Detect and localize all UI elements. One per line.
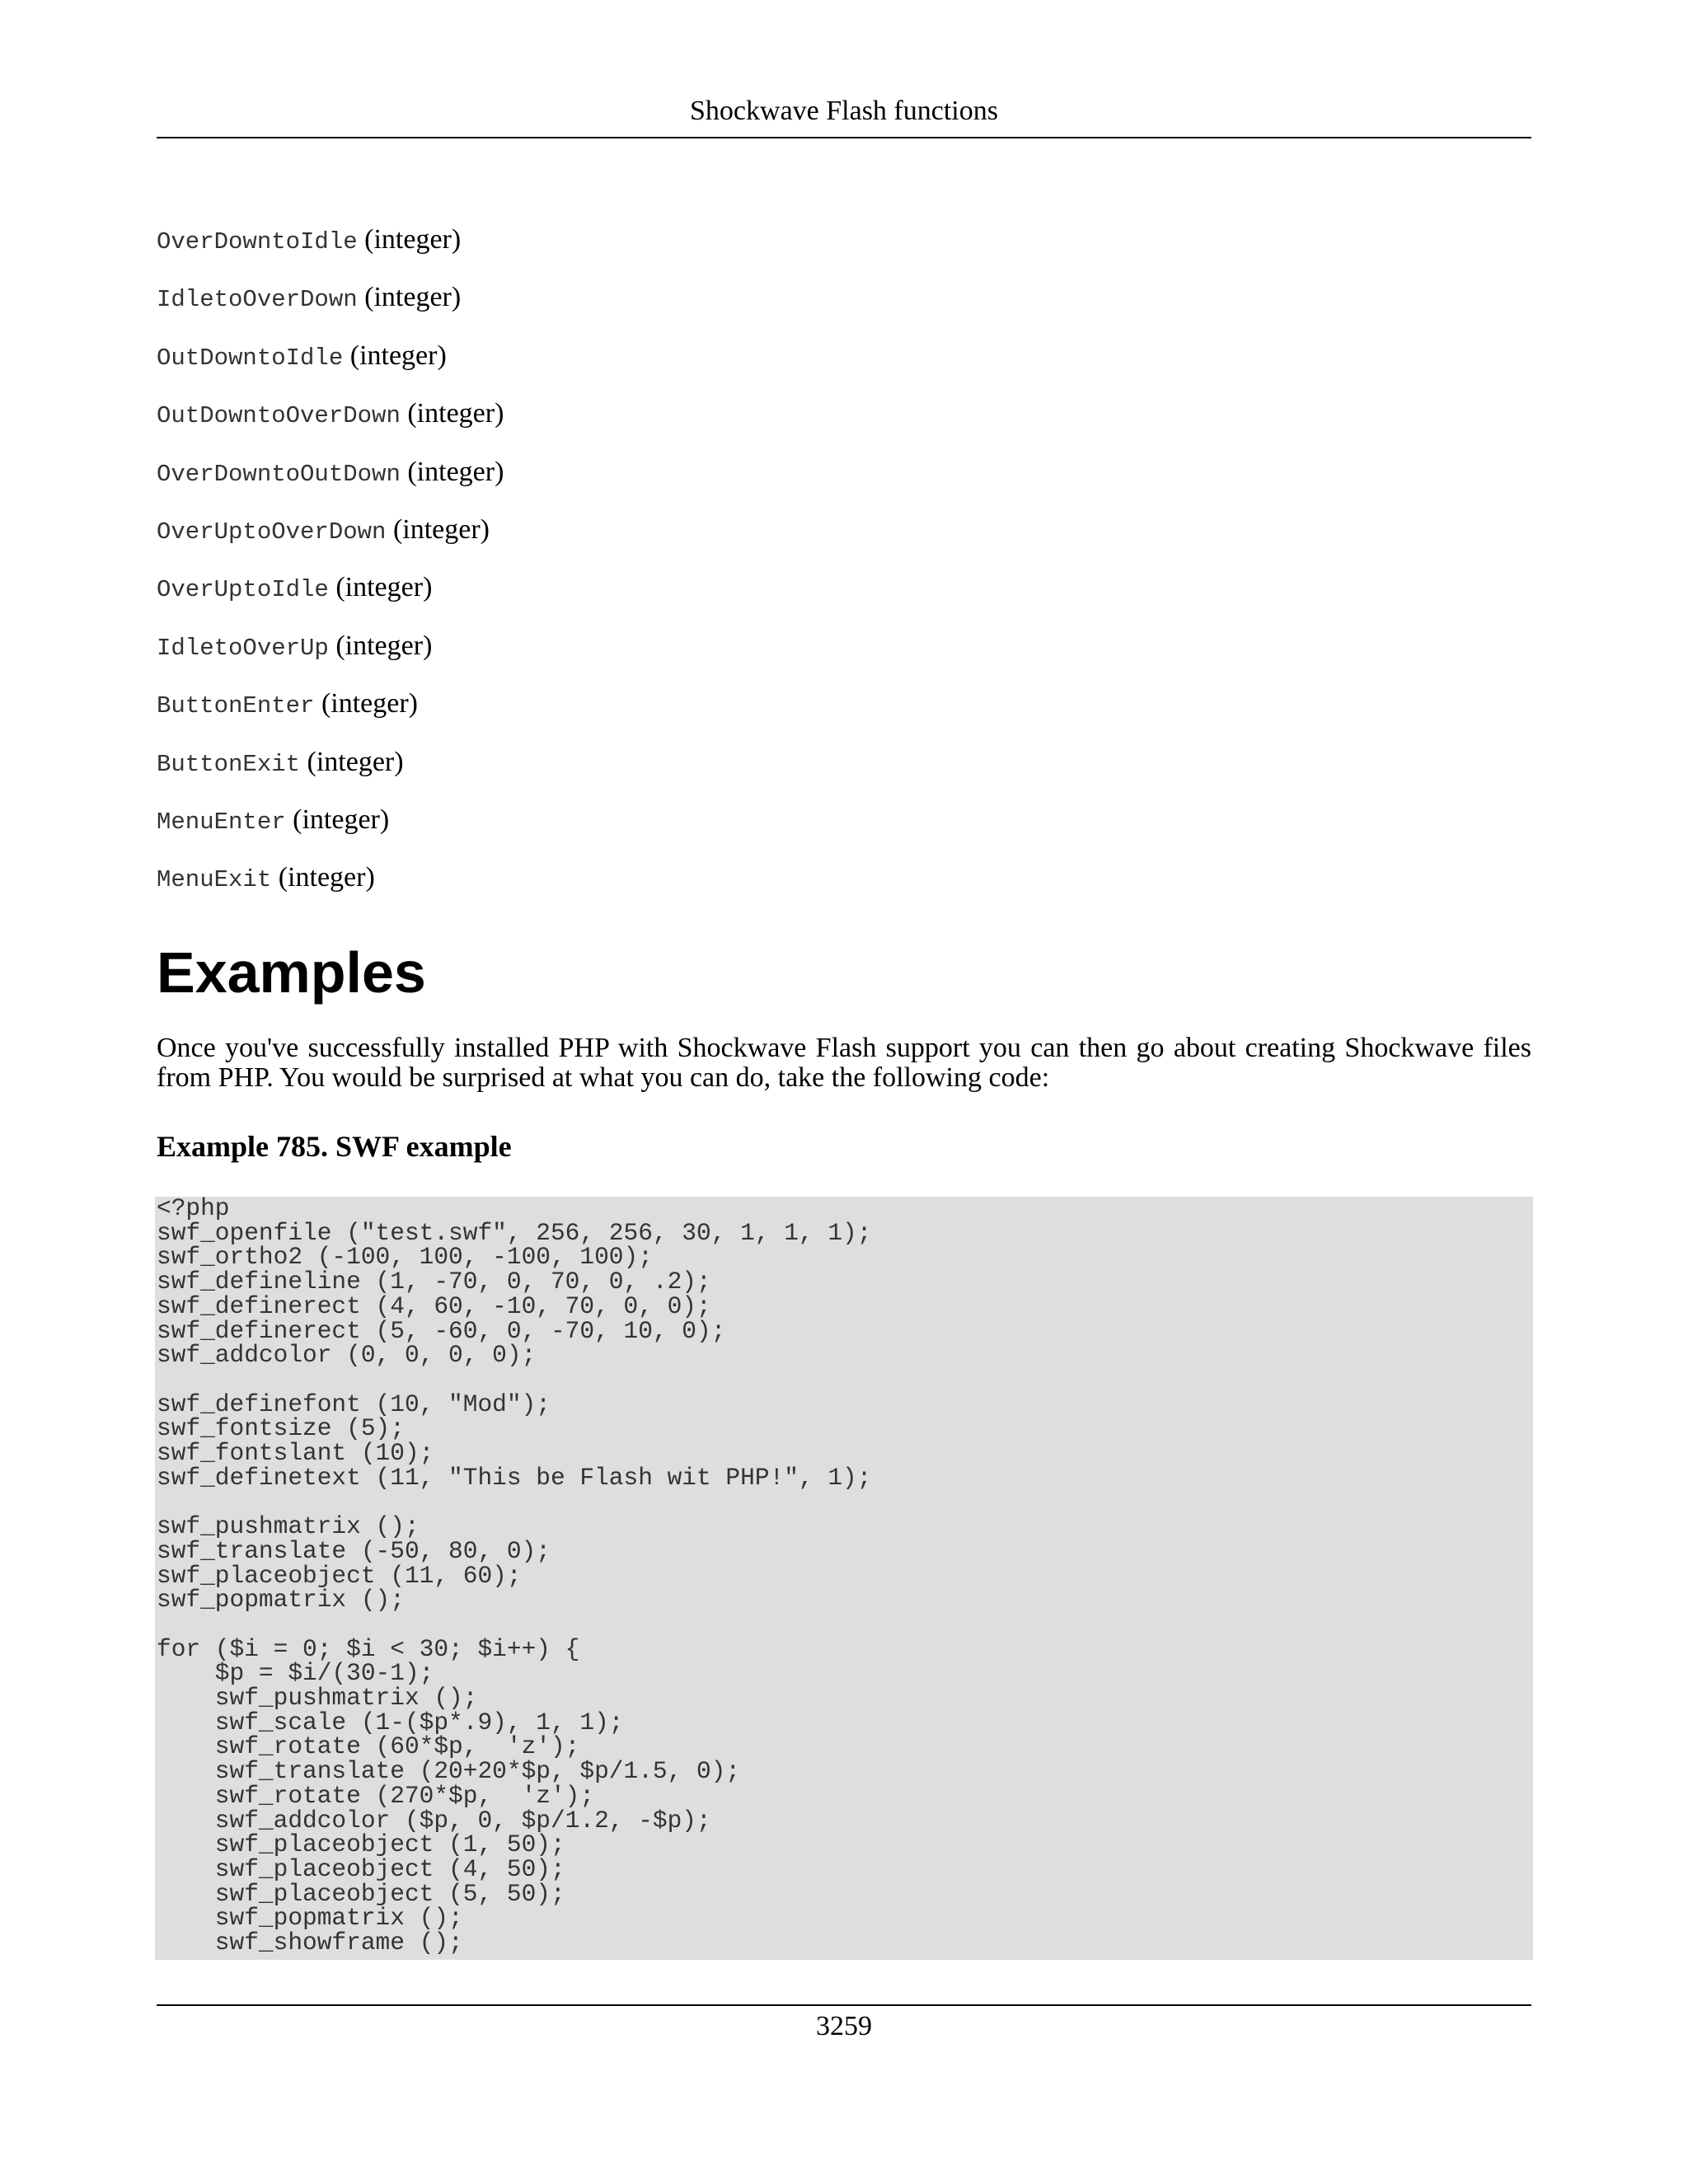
- property-type: (integer): [293, 804, 390, 835]
- intro-paragraph: Once you've successfully installed PHP with Shockwave Flash support you can then go about creating Shockwave files from PHP. You would be surprised at what you can do, take the following code:: [157, 1033, 1531, 1093]
- property-name: OverDowntoOutDown: [157, 460, 401, 488]
- property-type: (integer): [349, 340, 447, 371]
- list-item: [157, 859, 1531, 916]
- footer-rule: [157, 2004, 1531, 2006]
- list-item: [157, 221, 1531, 279]
- property-type: (integer): [392, 513, 490, 545]
- property-type: (integer): [335, 572, 433, 603]
- property-type: (integer): [321, 688, 418, 719]
- property-type: (integer): [364, 224, 462, 255]
- list-item: [157, 627, 1531, 685]
- list-item: [157, 279, 1531, 336]
- property-name: IdletoOverDown: [157, 286, 358, 314]
- property-type: (integer): [407, 398, 504, 429]
- property-name: OverDowntoIdle: [157, 228, 358, 255]
- property-list: [157, 221, 1531, 917]
- property-type: (integer): [364, 282, 462, 313]
- page-header-title: Shockwave Flash functions: [690, 96, 998, 126]
- code-block: <?php swf_openfile ("test.swf", 256, 256, 30, 1, 1, 1); swf_ortho2 (-100, 100, -100, 100); swf_defineline (1, -70, 0, 70, 0, .2); swf_definerect (4, 60, -10, 70, 0, 0); swf_definerect (5, -60, 0, -70, 10, 0); swf_addcolor (0, 0, 0, 0); swf_definefont (10, "Mod"); swf_fontsize (5); swf_fontslant (10); swf_definetext (11, "This be Flash wit PHP!", 1); swf_pushmatrix (); swf_translate (-50, 80, 0); swf_placeobject (11, 60); swf_popmatrix (); for ($i = 0; $i < 30; $i++) { $p = $i/(30-1); swf_pushmatrix (); swf_scale (1-($p*.9), 1, 1); swf_rotate (60*$p, 'z'); swf_translate (20+20*$p, $p/1.5, 0); swf_rotate (270*$p, 'z'); swf_addcolor ($p, 0, $p/1.2, -$p); swf_placeobject (1, 50); swf_placeobject (4, 50); swf_placeobject (5, 50); swf_popmatrix (); swf_showframe ();: [155, 1197, 1533, 1960]
- property-name: IdletoOverUp: [157, 634, 329, 662]
- property-name: OverUptoIdle: [157, 576, 329, 604]
- property-name: MenuExit: [157, 866, 272, 894]
- list-item: [157, 569, 1531, 626]
- property-name: ButtonExit: [157, 750, 301, 778]
- list-item: [157, 511, 1531, 569]
- section-title-examples: Examples: [157, 940, 426, 1005]
- list-item: [157, 801, 1531, 859]
- property-name: OverUptoOverDown: [157, 518, 387, 546]
- property-name: ButtonEnter: [157, 692, 315, 720]
- list-item: [157, 395, 1531, 452]
- property-type: (integer): [307, 746, 404, 777]
- property-name: OutDowntoIdle: [157, 344, 344, 372]
- page-number: 3259: [816, 2011, 872, 2041]
- list-item: [157, 685, 1531, 743]
- property-type: (integer): [407, 456, 504, 487]
- list-item: [157, 453, 1531, 511]
- list-item: [157, 743, 1531, 801]
- property-name: MenuEnter: [157, 808, 286, 836]
- example-title: Example 785. SWF example: [157, 1130, 512, 1163]
- property-type: (integer): [278, 862, 375, 893]
- property-type: (integer): [335, 630, 433, 661]
- list-item: [157, 337, 1531, 395]
- header-rule: [157, 137, 1531, 138]
- property-name: OutDowntoOverDown: [157, 402, 401, 430]
